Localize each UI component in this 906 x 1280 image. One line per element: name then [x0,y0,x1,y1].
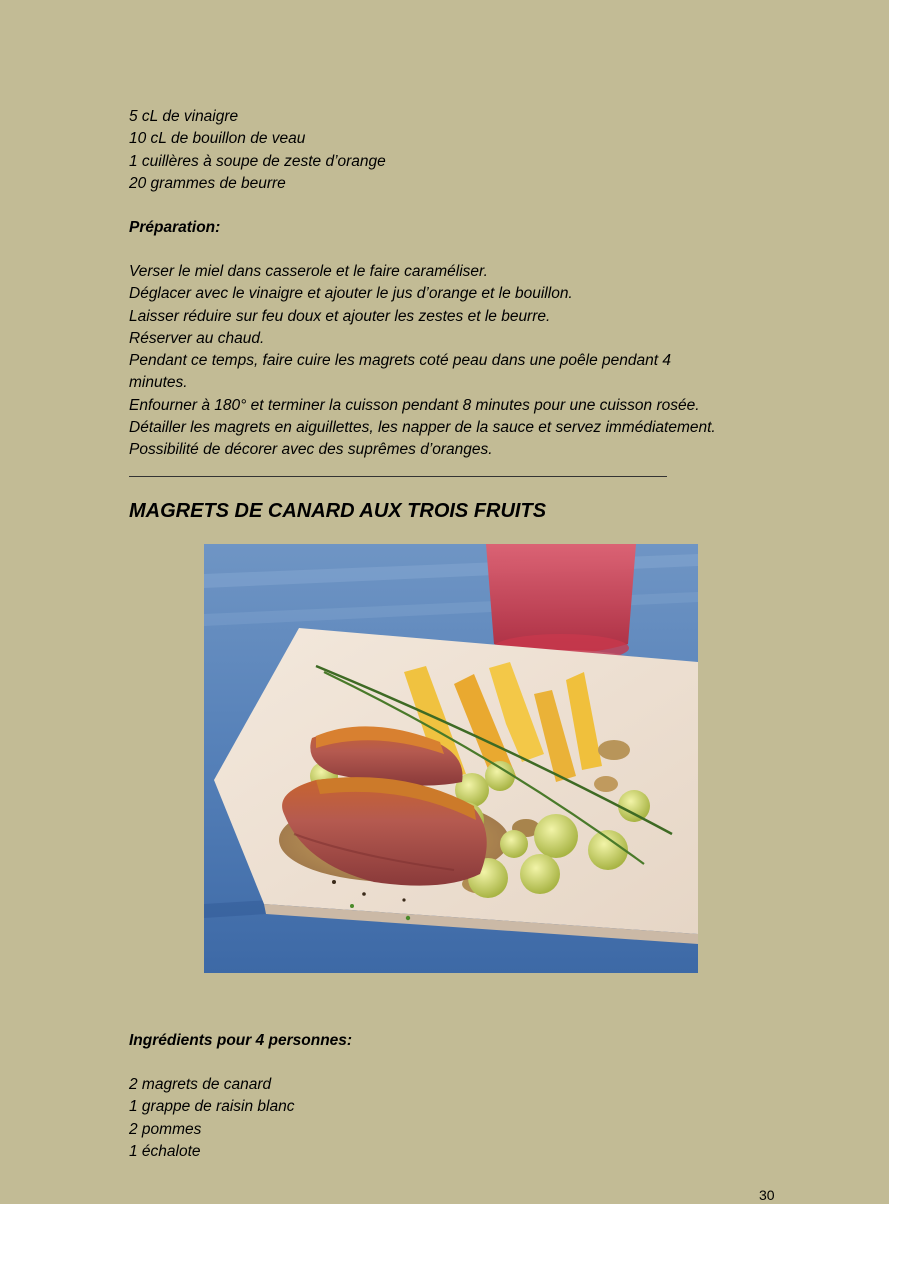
preparation-line: Pendant ce temps, faire cuire les magrets coté peau dans une poêle pendant 4 [129,352,671,370]
ingredient-line: 1 cuillères à soupe de zeste d’orange [129,152,386,170]
ingredient-list [129,1074,294,1163]
separator-line [129,476,667,477]
preparation-line: Enfourner à 180° et terminer la cuisson pendant 8 minutes pour une cuisson rosée. [129,396,700,414]
preparation-line: minutes. [129,374,188,392]
preparation-line: Laisser réduire sur feu doux et ajouter les zestes et le beurre. [129,307,551,325]
ingredient-line: 20 grammes de beurre [129,174,286,192]
preparation-line: Verser le miel dans casserole et le faire caraméliser. [129,263,488,280]
ingredients-heading: Ingrédients pour 4 personnes: [129,1032,353,1049]
ingredient-line: 2 pommes [129,1120,202,1138]
preparation-steps [129,261,716,462]
ingredient-list-continued [129,106,386,195]
page-number: 30 [759,1187,775,1203]
dish-photo [204,544,698,973]
preparation-line: Détailler les magrets en aiguillettes, les napper de la sauce et servez immédiatement. [129,419,716,437]
ingredient-line: 10 cL de bouillon de veau [129,130,306,148]
ingredient-line: 1 grappe de raisin blanc [129,1098,295,1116]
preparation-heading: Préparation: [129,219,221,236]
ingredient-line: 5 cL de vinaigre [129,108,239,125]
recipe-title: MAGRETS DE CANARD AUX TROIS FRUITS [129,500,547,522]
ingredient-line: 2 magrets de canard [129,1076,272,1093]
preparation-line: Possibilité de décorer avec des suprêmes d’oranges. [129,441,493,459]
preparation-line: Réserver au chaud. [129,329,265,347]
ingredient-line: 1 échalote [129,1142,201,1160]
preparation-line: Déglacer avec le vinaigre et ajouter le jus d’orange et le bouillon. [129,285,573,303]
